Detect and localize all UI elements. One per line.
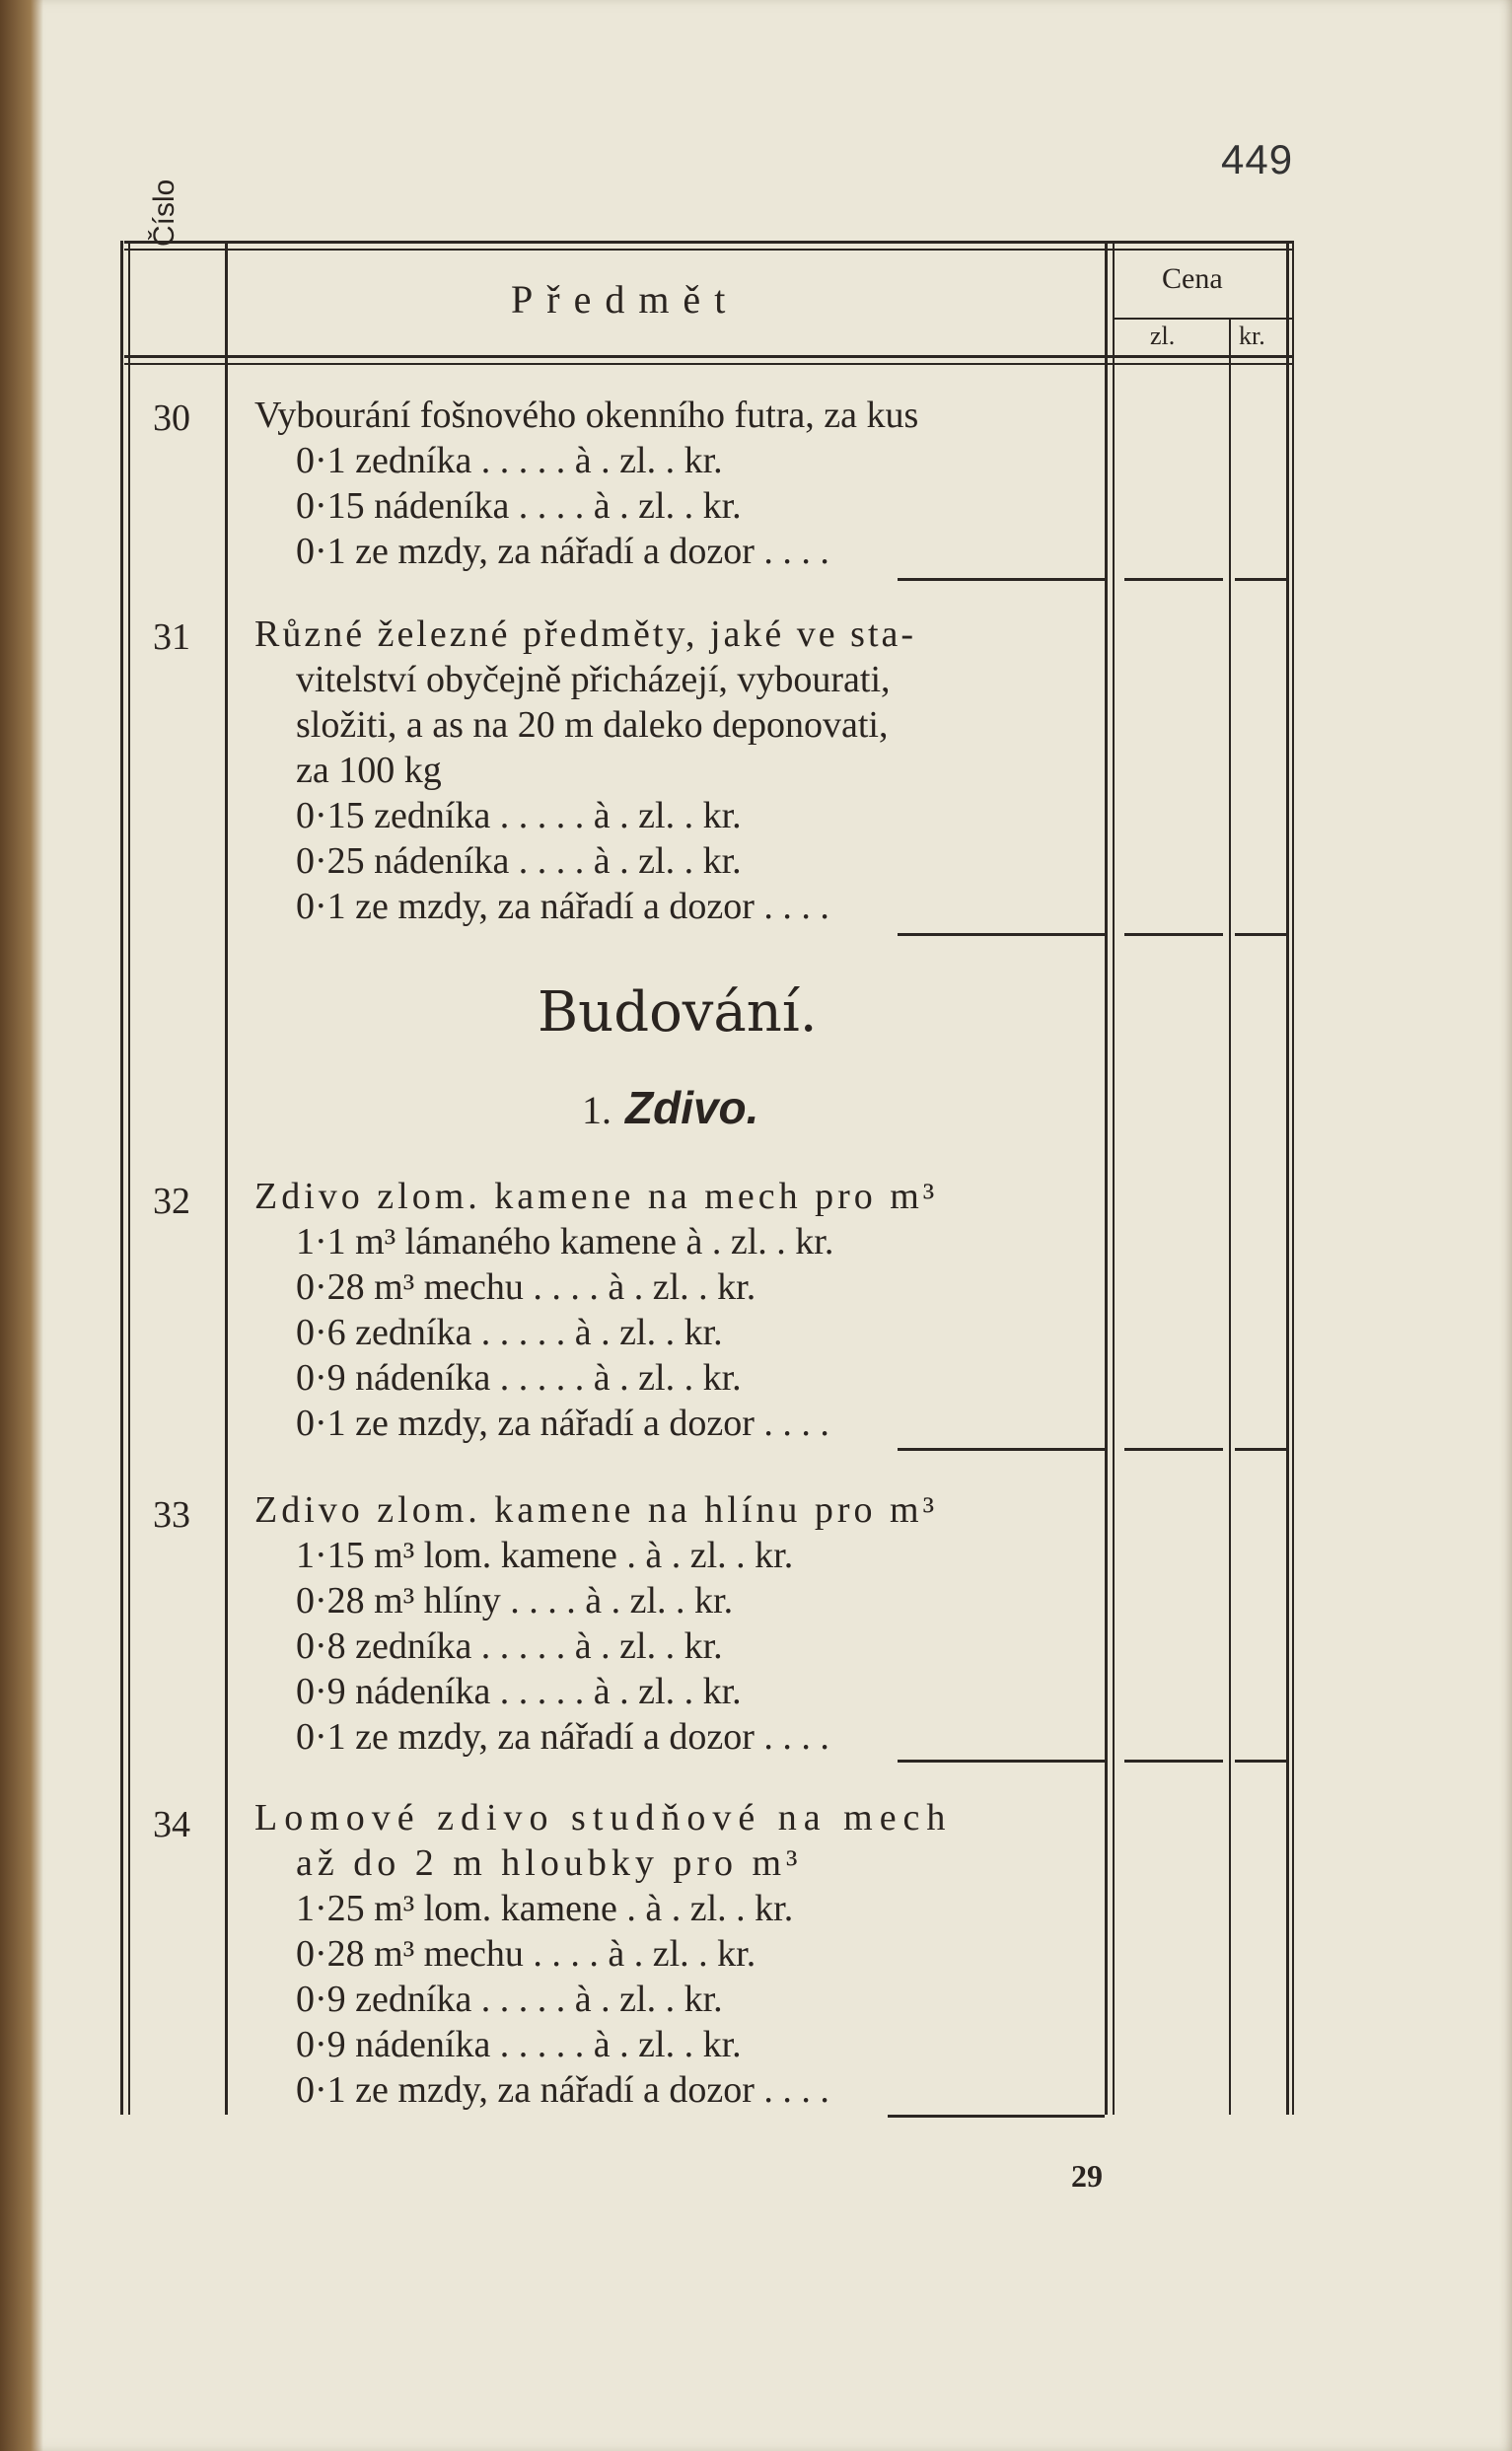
item-text-line: 0·1 ze mzdy, za nářadí a dozor . . . . (296, 531, 829, 572)
table-left-border-inner (128, 241, 130, 2115)
item-text-line: 0·9 nádeníka . . . . . à . zl. . kr. (296, 2024, 742, 2065)
item-text-line: 0·6 zedníka . . . . . à . zl. . kr. (296, 1312, 723, 1353)
price-sub-rule (1113, 318, 1293, 320)
subtotal-rule (888, 2115, 1105, 2118)
item-text-line: 1·1 m³ lámaného kamene à . zl. . kr. (296, 1221, 834, 1262)
item-text-line: 0·25 nádeníka . . . . à . zl. . kr. (296, 840, 742, 882)
item-text-line: 0·28 m³ mechu . . . . à . zl. . kr. (296, 1266, 756, 1308)
item-number: 30 (153, 397, 190, 439)
subsection-number: 1. (582, 1088, 612, 1132)
item-text-line: vitelství obyčejně přicházejí, vybourati, (296, 659, 891, 700)
item-text-line: 0·9 nádeníka . . . . . à . zl. . kr. (296, 1671, 742, 1712)
book-binding (0, 0, 43, 2451)
item-text-line: 0·15 zedníka . . . . . à . zl. . kr. (296, 795, 742, 836)
column-number-header: Číslo (148, 179, 180, 247)
zl-kr-divider (1229, 318, 1231, 2115)
table-right-border-inner (1292, 241, 1294, 2115)
subsection-title: Zdivo. (625, 1082, 759, 1133)
item-text-line: 0·28 m³ hlíny . . . . à . zl. . kr. (296, 1580, 734, 1622)
item-number: 34 (153, 1804, 190, 1845)
item-text-line: 0·1 zedníka . . . . . à . zl. . kr. (296, 440, 723, 481)
item-text-line: Zdivo zlom. kamene na hlínu pro m³ (254, 1489, 938, 1531)
subtotal-rule (898, 933, 1105, 936)
price-kr-rule (1235, 578, 1286, 581)
item-text-line: až do 2 m hloubky pro m³ (296, 1842, 803, 1884)
price-kr-rule (1235, 933, 1286, 936)
item-text-line: 0·28 m³ mechu . . . . à . zl. . kr. (296, 1933, 756, 1975)
price-zl-rule (1124, 578, 1223, 581)
item-text-line: 0·1 ze mzdy, za nářadí a dozor . . . . (296, 1403, 829, 1444)
item-text-line: Zdivo zlom. kamene na mech pro m³ (254, 1176, 939, 1217)
item-text-line: složiti, a as na 20 m daleko deponovati, (296, 704, 889, 746)
item-number: 33 (153, 1494, 190, 1536)
table-header-bottom-rule-inner (124, 363, 1293, 365)
table-top-rule-inner (124, 249, 1293, 251)
item-text-line: 1·25 m³ lom. kamene . à . zl. . kr. (296, 1888, 794, 1929)
page-number: 449 (1221, 136, 1294, 182)
price-kr-rule (1235, 1448, 1286, 1451)
item-text-line: 0·1 ze mzdy, za nářadí a dozor . . . . (296, 1716, 829, 1758)
table-header-bottom-rule (124, 355, 1293, 358)
item-text-line: 0·1 ze mzdy, za nářadí a dozor . . . . (296, 886, 829, 927)
price-zl-rule (1124, 933, 1223, 936)
item-text-line: 0·9 zedníka . . . . . à . zl. . kr. (296, 1979, 723, 2020)
table-right-border (1286, 241, 1289, 2115)
table-top-rule (124, 241, 1293, 244)
item-text-line: Vybourání fošnového okenního futra, za kus (254, 395, 919, 436)
price-unit-zl: zl. (1150, 322, 1176, 350)
item-text-line: za 100 kg (296, 750, 442, 791)
item-text-line: 0·8 zedníka . . . . . à . zl. . kr. (296, 1625, 723, 1667)
item-text-line: 0·15 nádeníka . . . . à . zl. . kr. (296, 485, 742, 527)
price-zl-rule (1124, 1760, 1223, 1763)
item-number: 32 (153, 1181, 190, 1222)
column-price-header: Cena (1162, 262, 1223, 295)
item-text-line: 1·15 m³ lom. kamene . à . zl. . kr. (296, 1535, 794, 1576)
subtotal-rule (898, 1760, 1105, 1763)
footer-signature: 29 (1071, 2158, 1103, 2194)
number-column-divider (225, 241, 228, 2115)
price-zl-rule (1124, 1448, 1223, 1451)
section-title: Budování. (538, 980, 818, 1045)
subtotal-rule (898, 578, 1105, 581)
column-subject-header: Předmět (511, 277, 740, 322)
subsection-heading (582, 1081, 758, 1134)
item-text-line: 0·1 ze mzdy, za nářadí a dozor . . . . (296, 2069, 829, 2111)
item-number: 31 (153, 616, 190, 658)
subtotal-rule (898, 1448, 1105, 1451)
table-left-border (120, 241, 123, 2115)
price-kr-rule (1235, 1760, 1286, 1763)
price-unit-kr: kr. (1239, 322, 1265, 350)
item-text-line: Různé železné předměty, jaké ve sta- (254, 613, 917, 655)
item-text-line: Lomové zdivo studňové na mech (254, 1797, 953, 1838)
item-text-line: 0·9 nádeníka . . . . . à . zl. . kr. (296, 1357, 742, 1399)
